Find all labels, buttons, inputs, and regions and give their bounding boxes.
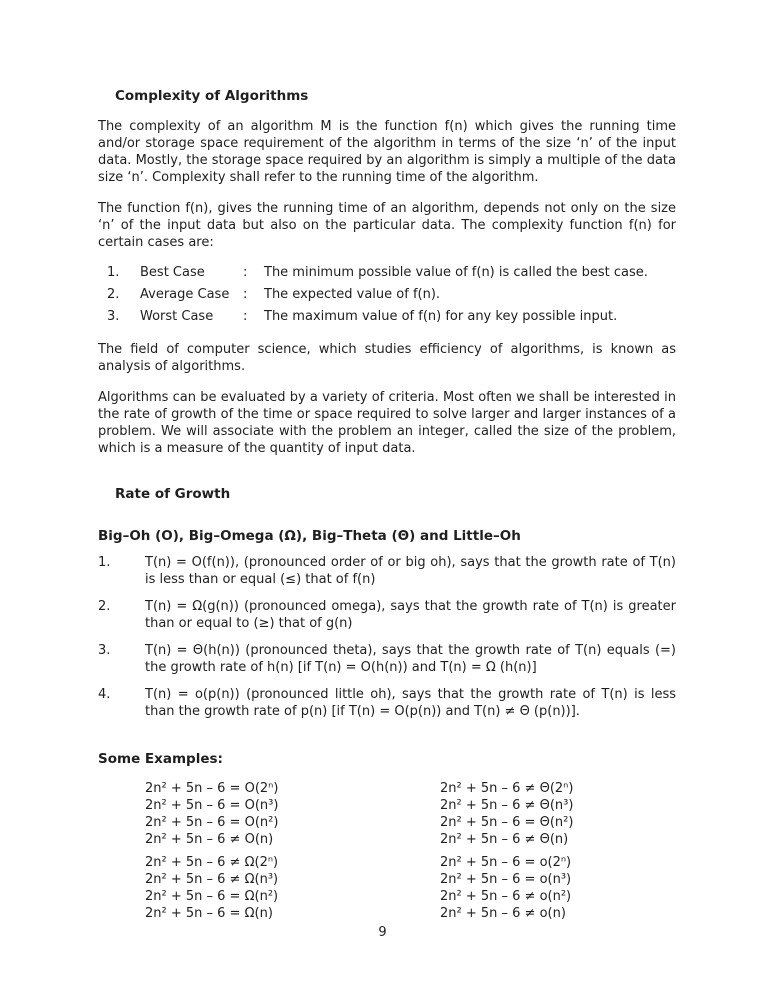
example-line: 2n² + 5n – 6 ≠ Θ(2ⁿ) [440, 781, 574, 796]
example-line: 2n² + 5n – 6 ≠ O(n) [145, 832, 274, 847]
case-description: The expected value of f(n). [264, 287, 441, 302]
example-line: 2n² + 5n – 6 = Ω(n) [145, 906, 273, 921]
case-label: Best Case [140, 265, 205, 280]
complexity-paragraph-1: The complexity of an algorithm M is the function f(n) which gives the running time and/or storage space requirement of the algorithm in terms of the size ‘n’ of the input data. Mostly, the storage space required by an algorithm is simply a multiple of the data size ‘n’. Complexity shall refer to the running time of the algorithm. [98, 119, 676, 185]
example-line: 2n² + 5n – 6 = O(n³) [145, 798, 279, 813]
example-line: 2n² + 5n – 6 ≠ Ω(2ⁿ) [145, 855, 279, 870]
case-separator: : [243, 309, 248, 324]
growth-item-big-theta [98, 642, 676, 676]
example-line: 2n² + 5n – 6 ≠ o(n) [440, 906, 566, 921]
complexity-paragraph-3: The field of computer science, which studies efficiency of algorithms, is known as analysis of algorithms. [98, 342, 676, 374]
item-text: T(n) = o(p(n)) (pronounced little oh), says that the growth rate of T(n) is less than the growth rate of p(n) [if T(n) = O(p(n)) and T(n) ≠ Θ (p(n))]. [145, 687, 676, 719]
case-row-average [98, 286, 676, 303]
growth-item-big-oh [98, 554, 676, 588]
asymptotic-notation-subheading: Big–Oh (O), Big–Omega (Ω), Big–Theta (Θ) and Little–Oh [98, 528, 521, 544]
examples-group-2 [145, 854, 676, 922]
example-line: 2n² + 5n – 6 ≠ Ω(n³) [145, 872, 279, 887]
example-line: 2n² + 5n – 6 ≠ Θ(n³) [440, 798, 574, 813]
complexity-paragraph-2: The function f(n), gives the running time of an algorithm, depends not only on the size ‘n’ of the input data but also on the particular data. The complexity function f(n) for certain cases are: [98, 201, 676, 250]
example-line: 2n² + 5n – 6 ≠ Θ(n) [440, 832, 569, 847]
item-number: 4. [98, 687, 111, 702]
item-text: T(n) = O(f(n)), (pronounced order of or big oh), says that the growth rate of T(n) is less than or equal (≤) that of f(n) [145, 555, 676, 587]
examples-title: Some Examples: [98, 751, 223, 767]
examples-group-1 [145, 780, 676, 848]
case-number: 3. [107, 309, 120, 324]
example-line: 2n² + 5n – 6 = o(n³) [440, 872, 572, 887]
complexity-paragraph-4: Algorithms can be evaluated by a variety of criteria. Most often we shall be interested in the rate of growth of the time or space required to solve larger and larger instances of a problem. We will associate with the problem an integer, called the size of the problem, which is a measure of the quantity of input data. [98, 390, 676, 456]
case-number: 2. [107, 287, 120, 302]
example-line: 2n² + 5n – 6 = Θ(n²) [440, 815, 574, 830]
case-description: The maximum value of f(n) for any key possible input. [264, 309, 618, 324]
item-text: T(n) = Ω(g(n)) (pronounced omega), says that the growth rate of T(n) is greater than or equal to (≥) that of g(n) [145, 599, 676, 631]
case-label: Worst Case [140, 309, 214, 324]
case-number: 1. [107, 265, 120, 280]
complexity-section-title: Complexity of Algorithms [115, 88, 309, 104]
examples-big-oh-column [145, 780, 440, 848]
case-separator: : [243, 287, 248, 302]
item-number: 3. [98, 643, 111, 658]
item-number: 1. [98, 555, 111, 570]
example-line: 2n² + 5n – 6 = O(2ⁿ) [145, 781, 279, 796]
growth-definition-list [98, 554, 676, 720]
example-line: 2n² + 5n – 6 = O(n²) [145, 815, 279, 830]
example-line: 2n² + 5n – 6 ≠ o(n²) [440, 889, 572, 904]
example-line: 2n² + 5n – 6 = o(2ⁿ) [440, 855, 572, 870]
growth-item-big-omega [98, 598, 676, 632]
example-line: 2n² + 5n – 6 = Ω(n²) [145, 889, 279, 904]
case-description: The minimum possible value of f(n) is called the best case. [264, 265, 648, 280]
examples-big-omega-column [145, 854, 440, 922]
case-list [98, 264, 676, 325]
case-row-worst [98, 308, 676, 325]
examples-little-oh-column [440, 854, 676, 922]
growth-item-little-oh [98, 686, 676, 720]
rate-of-growth-section-title: Rate of Growth [115, 486, 231, 502]
case-row-best [98, 264, 676, 281]
examples-big-theta-column [440, 780, 676, 848]
page-number: 9 [378, 925, 387, 940]
item-number: 2. [98, 599, 111, 614]
document-page [98, 88, 676, 922]
item-text: T(n) = Θ(h(n)) (pronounced theta), says that the growth rate of T(n) equals (=) the growth rate of h(n) [if T(n) = O(h(n)) and T(n) = Ω (h(n)] [145, 643, 676, 675]
case-label: Average Case [140, 287, 230, 302]
case-separator: : [243, 265, 248, 280]
